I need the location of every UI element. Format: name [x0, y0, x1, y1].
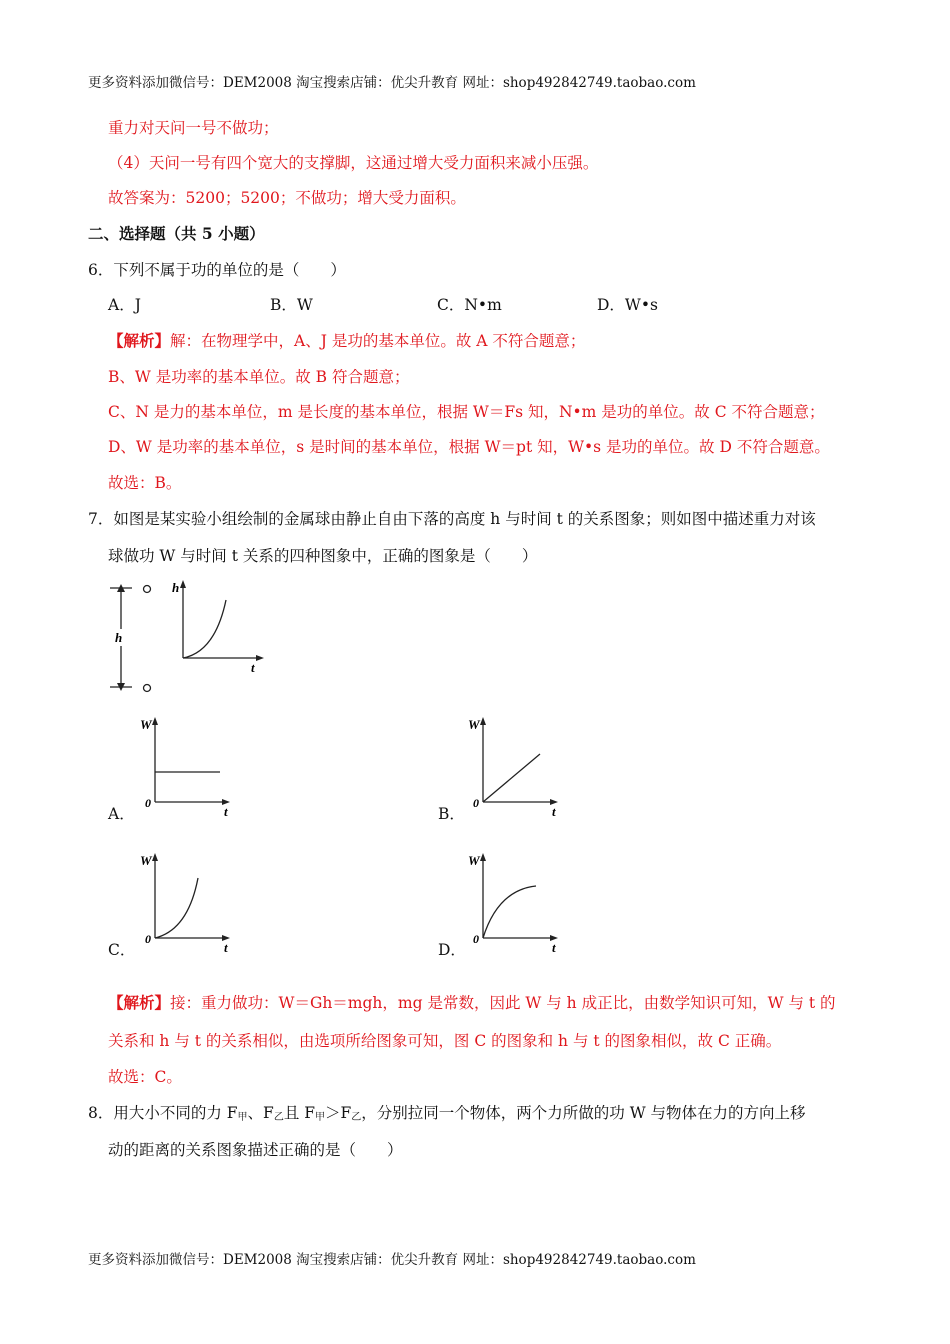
graph-a-y-label: W	[140, 717, 152, 732]
q6-option-d: D．W•s	[597, 296, 658, 314]
graph-c-x-label: t	[224, 940, 228, 955]
q7-graph-d	[466, 854, 566, 954]
q6-analysis-text-1: 解：在物理学中，A、J 是功的基本单位。故 A 不符合题意；	[170, 332, 586, 350]
graph-c-arrow-heads	[152, 853, 230, 941]
q6-stem: 6．下列不属于功的单位的是（ ）	[88, 261, 346, 279]
q7-reference-figure	[110, 582, 270, 692]
q7-stem-line-2: 球做功 W 与时间 t 关系的四种图象中，正确的图象是（ ）	[108, 547, 538, 565]
q7-graph-c	[138, 854, 238, 954]
q7-option-c-label: C．	[108, 941, 136, 959]
graph-d-x-label: t	[552, 940, 556, 955]
graph-b-x-label: t	[552, 804, 556, 819]
graph-c-curve	[155, 878, 198, 938]
q8-stem-line-1	[88, 1103, 806, 1128]
q7-option-d-label: D．	[438, 941, 466, 959]
prev-answer-line-2: （4）天问一号有四个宽大的支撑脚，这通过增大受力面积来减小压强。	[108, 154, 599, 172]
graph-c-y-label: W	[140, 853, 152, 868]
q8-text-1: 8．用大小不同的力 F	[88, 1104, 238, 1122]
ref-x-label: t	[251, 660, 255, 675]
ref-y-label: h	[172, 580, 180, 595]
graph-c-origin: 0	[145, 932, 151, 946]
q6-analysis-line-4: D、W 是功率的基本单位，s 是时间的基本单位，根据 W＝pt 知，W•s 是功的单位。故 D 不符合题意。	[108, 438, 830, 456]
q6-analysis-line-3: C、N 是力的基本单位，m 是长度的基本单位，根据 W＝Fs 知，N•m 是功的单位。故 C 不符合题意；	[108, 403, 825, 421]
q8-text-2: 、F	[247, 1104, 274, 1122]
ref-axis-arrow-heads	[180, 580, 264, 661]
q6-analysis-line-1	[108, 331, 585, 351]
q6-option-a: A．J	[108, 296, 141, 314]
q7-analysis-tag: 【解析】	[108, 993, 171, 1012]
page-footer: 更多资料添加微信号：DEM2008 淘宝搜索店铺：优尖升教育 网址：shop492842749.taobao.com	[88, 1252, 696, 1268]
q8-subscript-jia-2: 甲	[315, 1112, 325, 1123]
graph-a-origin: 0	[145, 796, 151, 810]
q8-subscript-jia-1: 甲	[237, 1112, 248, 1123]
q8-text-5: ，分别拉同一个物体，两个力所做的功 W 与物体在力的方向上移	[361, 1104, 806, 1122]
q7-analysis-line-3: 故选：C。	[108, 1068, 182, 1086]
q7-analysis-line-1	[108, 993, 836, 1013]
q6-option-b: B．W	[270, 296, 313, 314]
q7-option-a-label: A．	[108, 805, 135, 823]
q8-subscript-yi-2: 乙	[351, 1112, 362, 1123]
q7-option-b-label: B．	[438, 805, 465, 823]
q8-text-3: 且 F	[283, 1104, 315, 1122]
q7-graph-a	[138, 718, 238, 818]
q6-analysis-tag: 【解析】	[108, 331, 171, 350]
q6-option-c: C．N•m	[437, 296, 502, 314]
page-header: 更多资料添加微信号：DEM2008 淘宝搜索店铺：优尖升教育 网址：shop492842749.taobao.com	[88, 75, 696, 91]
graph-d-origin: 0	[473, 932, 479, 946]
graph-d-arrow-heads	[480, 853, 558, 941]
height-label: h	[115, 630, 123, 645]
ball-end	[144, 685, 151, 692]
q8-subscript-yi-1: 乙	[273, 1112, 284, 1123]
section-title: 二、选择题（共 5 小题）	[88, 224, 265, 243]
q7-stem-line-1: 7．如图是某实验小组绘制的金属球由静止自由下落的高度 h 与时间 t 的关系图象；则如图中描述重力对该	[88, 510, 816, 528]
graph-d-curve	[483, 886, 536, 938]
graph-b-arrow-heads	[480, 717, 558, 805]
graph-b-origin: 0	[473, 796, 479, 810]
graph-a-arrow-heads	[152, 717, 230, 805]
graph-b-line	[483, 754, 540, 802]
q6-analysis-line-2: B、W 是功率的基本单位。故 B 符合题意；	[108, 368, 410, 386]
graph-d-y-label: W	[468, 853, 480, 868]
q8-stem-line-2: 动的距离的关系图象描述正确的是（ ）	[108, 1141, 403, 1159]
graph-a-x-label: t	[224, 804, 228, 819]
q7-analysis-text-1: 接：重力做功：W＝Gh＝mgh，mg 是常数，因此 W 与 h 成正比，由数学知识可知，W 与 t 的	[170, 994, 836, 1012]
q7-analysis-line-2: 关系和 h 与 t 的关系相似，由选项所给图象可知，图 C 的图象和 h 与 t 的图象相似，故 C 正确。	[108, 1032, 782, 1050]
q8-text-4: ＞F	[325, 1104, 352, 1122]
prev-answer-line-3: 故答案为：5200；5200；不做功；增大受力面积。	[108, 189, 466, 207]
q6-analysis-line-5: 故选：B。	[108, 474, 182, 492]
ref-h-t-curve	[183, 600, 226, 658]
prev-answer-line-1: 重力对天问一号不做功；	[108, 119, 279, 137]
graph-b-y-label: W	[468, 717, 480, 732]
ball-start	[144, 586, 151, 593]
q7-graph-b	[466, 718, 566, 818]
